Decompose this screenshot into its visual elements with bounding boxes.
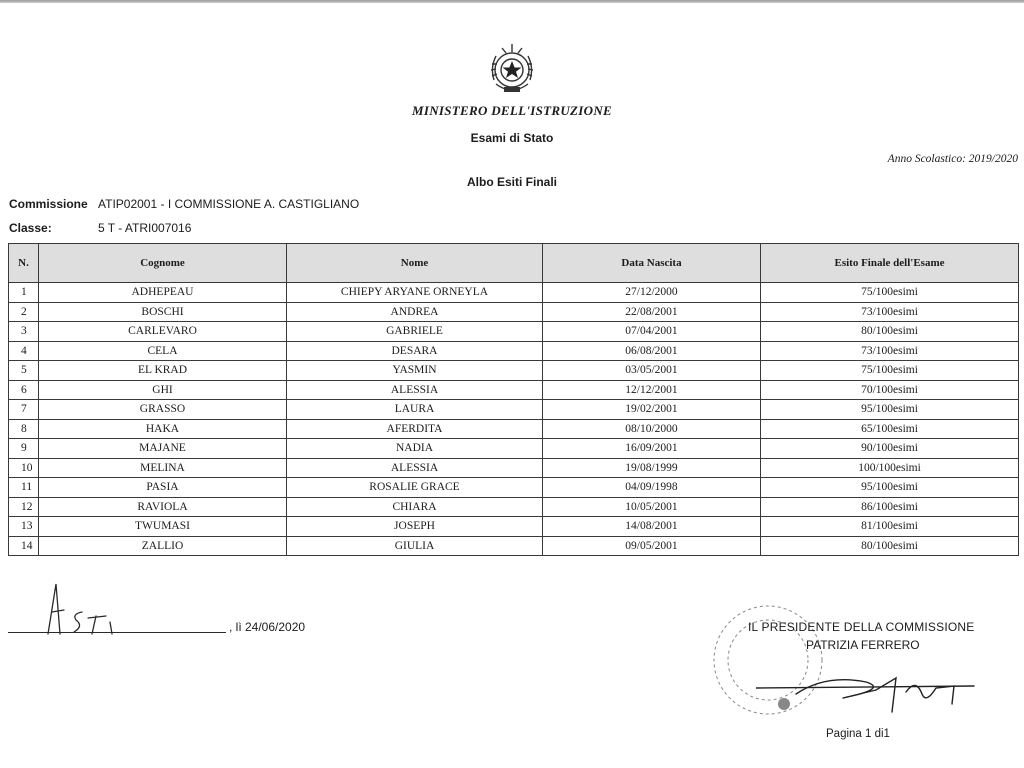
table-row (9, 380, 1019, 400)
name-cell: ALESSIA (287, 458, 543, 478)
name-cell: YASMIN (287, 361, 543, 381)
birth-date-cell: 14/08/2001 (543, 517, 761, 537)
row-number: 4 (9, 341, 39, 361)
row-number: 8 (9, 419, 39, 439)
class-label: Classe: (9, 221, 52, 235)
table-row (9, 283, 1019, 303)
surname-cell: GHI (39, 380, 287, 400)
final-result-cell: 80/100esimi (761, 536, 1019, 556)
president-title: IL PRESIDENTE DELLA COMMISSIONE (748, 620, 975, 634)
president-name: PATRIZIA FERRERO (806, 638, 920, 652)
final-result-cell: 75/100esimi (761, 361, 1019, 381)
column-header-surname: Cognome (39, 244, 287, 283)
birth-date-cell: 22/08/2001 (543, 302, 761, 322)
birth-date-cell: 03/05/2001 (543, 361, 761, 381)
surname-cell: ZALLIO (39, 536, 287, 556)
surname-cell: RAVIOLA (39, 497, 287, 517)
birth-date-cell: 06/08/2001 (543, 341, 761, 361)
column-header-birth-date: Data Nascita (543, 244, 761, 283)
birth-date-cell: 04/09/1998 (543, 478, 761, 498)
name-cell: CHIARA (287, 497, 543, 517)
final-result-cell: 70/100esimi (761, 380, 1019, 400)
ministry-title: MINISTERO DELL'ISTRUZIONE (411, 103, 612, 118)
name-cell: GABRIELE (287, 322, 543, 342)
school-year: Anno Scolastico: 2019/2020 (887, 153, 1018, 165)
table-row (9, 341, 1019, 361)
page-number: Pagina 1 di1 (826, 728, 890, 740)
surname-cell: MELINA (39, 458, 287, 478)
birth-date-cell: 09/05/2001 (543, 536, 761, 556)
table-row (9, 497, 1019, 517)
final-result-cell: 95/100esimi (761, 478, 1019, 498)
final-result-cell: 65/100esimi (761, 419, 1019, 439)
class-value: 5 T - ATRI007016 (98, 221, 192, 235)
birth-date-cell: 07/04/2001 (543, 322, 761, 342)
table-row (9, 458, 1019, 478)
row-number: 6 (9, 380, 39, 400)
table-row (9, 536, 1019, 556)
name-cell: LAURA (287, 400, 543, 420)
top-border (0, 0, 1024, 3)
results-table (8, 243, 1019, 556)
final-result-cell: 95/100esimi (761, 400, 1019, 420)
table-row (9, 361, 1019, 381)
table-row (9, 302, 1019, 322)
commission-label: Commissione (9, 197, 88, 211)
surname-cell: GRASSO (39, 400, 287, 420)
row-number: 9 (9, 439, 39, 459)
birth-date-cell: 10/05/2001 (543, 497, 761, 517)
row-number: 14 (9, 536, 39, 556)
surname-cell: PASIA (39, 478, 287, 498)
italian-republic-emblem-icon (484, 40, 540, 100)
row-number: 3 (9, 322, 39, 342)
surname-cell: ADHEPEAU (39, 283, 287, 303)
row-number: 11 (9, 478, 39, 498)
name-cell: CHIEPY ARYANE ORNEYLA (287, 283, 543, 303)
name-cell: NADIA (287, 439, 543, 459)
column-header-name: Nome (287, 244, 543, 283)
table-row (9, 517, 1019, 537)
surname-cell: HAKA (39, 419, 287, 439)
name-cell: DESARA (287, 341, 543, 361)
name-cell: JOSEPH (287, 517, 543, 537)
final-result-cell: 73/100esimi (761, 341, 1019, 361)
birth-date-cell: 16/09/2001 (543, 439, 761, 459)
name-cell: ROSALIE GRACE (287, 478, 543, 498)
name-cell: ALESSIA (287, 380, 543, 400)
name-cell: ANDREA (287, 302, 543, 322)
register-title: Albo Esiti Finali (466, 175, 557, 189)
final-result-cell: 73/100esimi (761, 302, 1019, 322)
name-cell: GIULIA (287, 536, 543, 556)
table-row (9, 400, 1019, 420)
final-result-cell: 75/100esimi (761, 283, 1019, 303)
final-result-cell: 81/100esimi (761, 517, 1019, 537)
final-result-cell: 90/100esimi (761, 439, 1019, 459)
birth-date-cell: 08/10/2000 (543, 419, 761, 439)
surname-cell: MAJANE (39, 439, 287, 459)
column-header-number: N. (9, 244, 39, 283)
place-underline (8, 632, 226, 633)
surname-cell: CARLEVARO (39, 322, 287, 342)
surname-cell: BOSCHI (39, 302, 287, 322)
table-header-row (9, 244, 1019, 283)
birth-date-cell: 27/12/2000 (543, 283, 761, 303)
row-number: 7 (9, 400, 39, 420)
final-result-cell: 86/100esimi (761, 497, 1019, 517)
final-result-cell: 80/100esimi (761, 322, 1019, 342)
signing-date: , lì 24/06/2020 (229, 620, 306, 634)
column-header-final-result: Esito Finale dell'Esame (761, 244, 1019, 283)
surname-cell: EL KRAD (39, 361, 287, 381)
final-result-cell: 100/100esimi (761, 458, 1019, 478)
table-row (9, 419, 1019, 439)
row-number: 2 (9, 302, 39, 322)
name-cell: AFERDITA (287, 419, 543, 439)
table-row (9, 478, 1019, 498)
row-number: 5 (9, 361, 39, 381)
table-row (9, 322, 1019, 342)
birth-date-cell: 19/08/1999 (543, 458, 761, 478)
row-number: 12 (9, 497, 39, 517)
exam-title: Esami di Stato (470, 131, 554, 145)
surname-cell: CELA (39, 341, 287, 361)
commission-value: ATIP02001 - I COMMISSIONE A. CASTIGLIANO (98, 197, 360, 211)
results-table-body (9, 283, 1019, 556)
row-number: 1 (9, 283, 39, 303)
birth-date-cell: 19/02/2001 (543, 400, 761, 420)
surname-cell: TWUMASI (39, 517, 287, 537)
birth-date-cell: 12/12/2001 (543, 380, 761, 400)
table-row (9, 439, 1019, 459)
row-number: 10 (9, 458, 39, 478)
handwritten-signature (756, 664, 976, 724)
row-number: 13 (9, 517, 39, 537)
